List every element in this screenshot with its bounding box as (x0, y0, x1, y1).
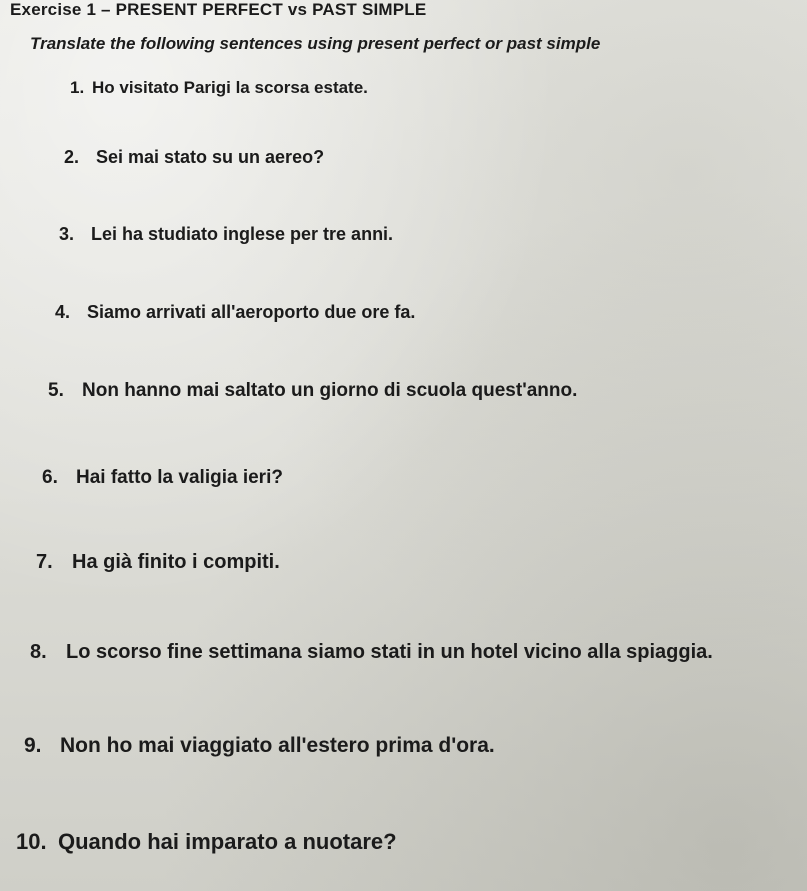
item-number: 7. (36, 551, 53, 573)
item-number: 2. (64, 147, 80, 167)
exercise-item-8 (30, 641, 713, 664)
item-text: Siamo arrivati all'aeroporto due ore fa. (87, 302, 416, 322)
item-number: 6. (42, 467, 58, 488)
item-text: Sei mai stato su un aereo? (96, 147, 325, 167)
exercise-item-2 (64, 147, 324, 168)
exercise-item-3 (59, 224, 393, 245)
item-number: 5. (48, 380, 64, 401)
exercise-item-7 (36, 551, 280, 574)
item-text: Lei ha studiato inglese per tre anni. (91, 224, 394, 244)
exercise-item-6 (42, 467, 283, 489)
item-number: 4. (55, 302, 71, 322)
item-text: Ha già finito i compiti. (72, 551, 280, 573)
item-number: 3. (59, 224, 75, 244)
exercise-instruction: Translate the following sentences using present perfect or past simple (30, 34, 601, 53)
item-text: Quando hai imparato a nuotare? (58, 829, 397, 854)
item-number: 8. (30, 641, 47, 663)
exercise-title: Exercise 1 – PRESENT PERFECT vs PAST SIMPLE (10, 0, 427, 19)
item-text: Hai fatto la valigia ieri? (76, 467, 283, 488)
item-text: Non hanno mai saltato un giorno di scuola quest'anno. (82, 380, 578, 401)
item-number: 1. (70, 78, 85, 97)
item-number: 10. (16, 829, 47, 854)
exercise-item-9 (24, 734, 495, 758)
item-number: 9. (24, 734, 42, 757)
exercise-item-10 (16, 829, 397, 855)
exercise-item-5 (48, 380, 577, 402)
exercise-item-4 (55, 302, 415, 323)
item-text: Non ho mai viaggiato all'estero prima d'ora. (60, 734, 495, 757)
item-text: Lo scorso fine settimana siamo stati in un hotel vicino alla spiaggia. (66, 641, 713, 663)
item-text: Ho visitato Parigi la scorsa estate. (92, 78, 368, 97)
exercise-item-1 (70, 78, 368, 98)
